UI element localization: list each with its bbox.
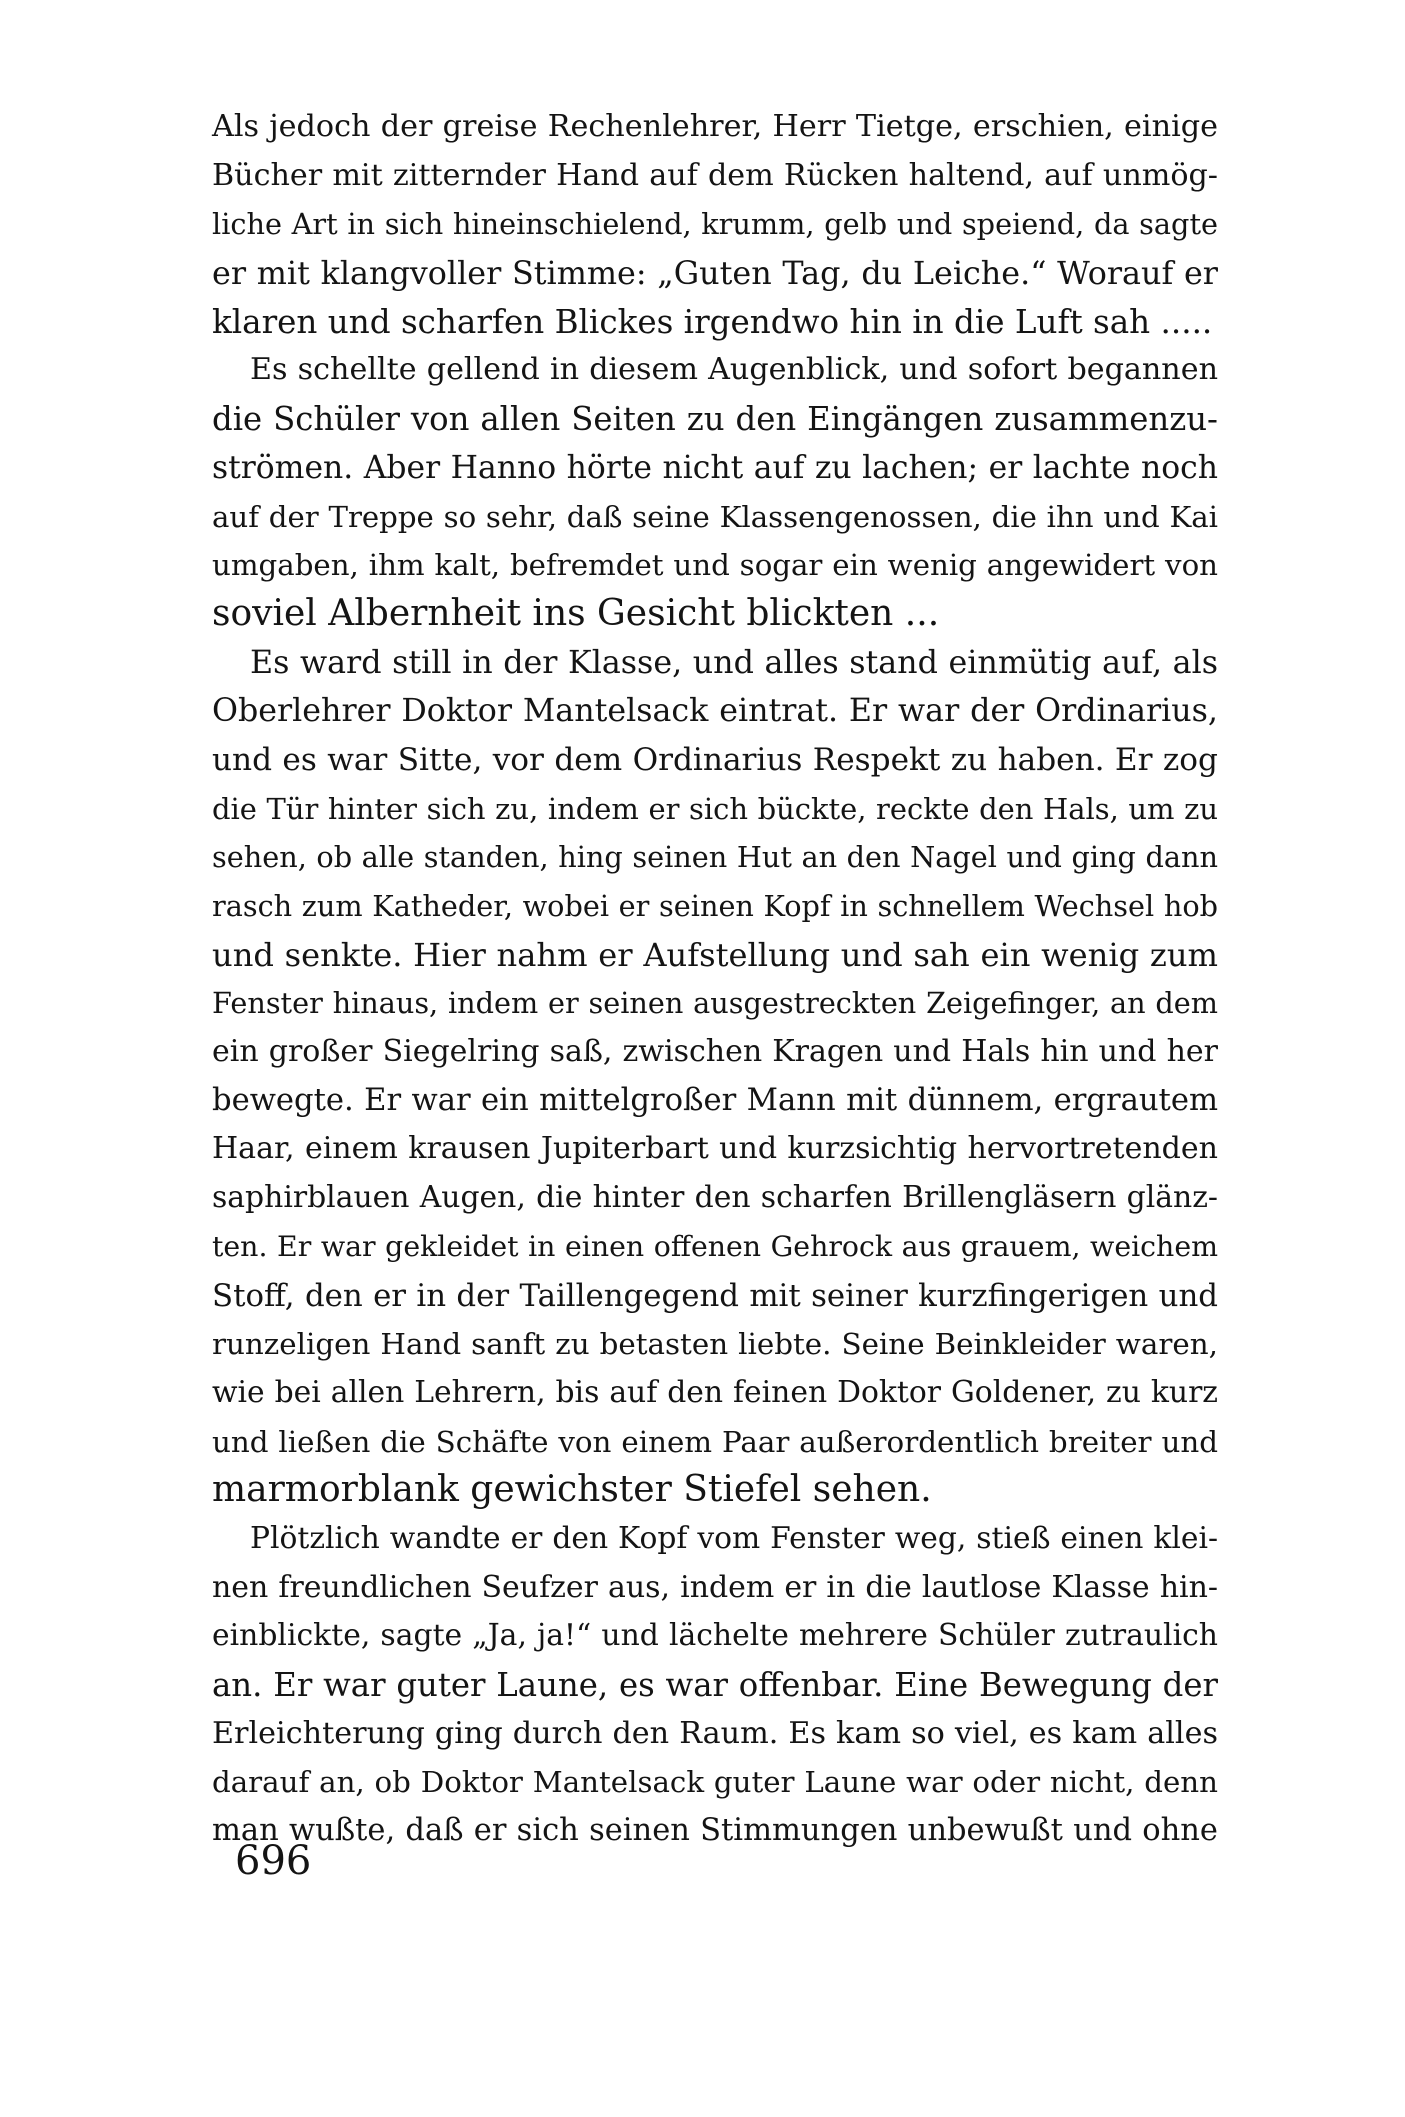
paragraph xyxy=(212,103,1218,346)
page-number: 696 xyxy=(235,1838,312,1884)
text-line: runzeligen Hand sanft zu betasten liebte. Seine Beinkleider waren, xyxy=(212,1327,1218,1362)
text-line: ten. Er war gekleidet in einen offenen Gehrock aus grauem, weichem xyxy=(212,1229,1218,1263)
text-line: sehen, ob alle standen, hing seinen Hut an den Nagel und ging dann xyxy=(212,840,1218,875)
text-line: saphirblauen Augen, die hinter den scharfen Brillengläsern glänz- xyxy=(212,1180,1218,1216)
text-line: wie bei allen Lehrern, bis auf den feinen Doktor Goldener, zu kurz xyxy=(212,1374,1218,1410)
text-line: marmorblank gewichster Stiefel sehen. xyxy=(212,1469,932,1511)
text-line: klaren und scharfen Blickes irgendwo hin in die Luft sah ..... xyxy=(212,302,1213,341)
text-line: auf der Treppe so sehr, daß seine Klassengenossen, die ihn und Kai xyxy=(212,499,1218,534)
paragraph xyxy=(212,1515,1218,1856)
text-line: Als jedoch der greise Rechenlehrer, Herr Tietge, erschien, einige xyxy=(212,109,1218,144)
text-line: nen freundlichen Seufzer aus, indem er in die lautlose Klasse hin- xyxy=(212,1569,1218,1605)
text-line: ein großer Siegelring saß, zwischen Kragen und Hals hin und her xyxy=(212,1034,1218,1070)
text-line: liche Art in sich hineinschielend, krumm, gelb und speiend, da sagte xyxy=(212,207,1218,242)
text-line: rasch zum Katheder, wobei er seinen Kopf in schnellem Wechsel hob xyxy=(212,889,1218,923)
paragraph xyxy=(212,346,1218,638)
text-line: Erleichterung ging durch den Raum. Es kam so viel, es kam alles xyxy=(212,1715,1218,1751)
text-line: Plötzlich wandte er den Kopf vom Fenster weg, stieß einen klei- xyxy=(250,1520,1218,1556)
text-line: darauf an, ob Doktor Mantelsack guter Laune war oder nicht, denn xyxy=(212,1765,1218,1800)
text-line: und senkte. Hier nahm er Aufstellung und sah ein wenig zum xyxy=(212,935,1218,974)
text-line: und ließen die Schäfte von einem Paar außerordentlich breiter und xyxy=(212,1424,1218,1459)
paragraph xyxy=(212,639,1218,1515)
body-text xyxy=(212,103,1218,1856)
text-line: soviel Albernheit ins Gesicht blickten ... xyxy=(212,592,940,634)
text-line: Stoff, den er in der Taillengegend mit seiner kurzfingerigen und xyxy=(212,1277,1218,1314)
text-line: bewegte. Er war ein mittelgroßer Mann mit dünnem, ergrautem xyxy=(212,1082,1218,1118)
text-line: Fenster hinaus, indem er seinen ausgestreckten Zeigefinger, an dem xyxy=(212,986,1218,1021)
text-line: und es war Sitte, vor dem Ordinarius Respekt zu haben. Er zog xyxy=(212,741,1218,778)
text-line: Es ward still in der Klasse, und alles stand einmütig auf, als xyxy=(250,644,1218,681)
text-line: Es schellte gellend in diesem Augenblick, und sofort begannen xyxy=(250,352,1218,388)
text-line: strömen. Aber Hanno hörte nicht auf zu lachen; er lachte noch xyxy=(212,449,1218,486)
text-line: umgaben, ihm kalt, befremdet und sogar ein wenig angewidert von xyxy=(212,548,1218,583)
text-line: er mit klangvoller Stimme: „Guten Tag, du Leiche.“ Worauf er xyxy=(212,254,1218,293)
text-line: Oberlehrer Doktor Mantelsack eintrat. Er war der Ordinarius, xyxy=(212,693,1218,730)
text-line: Haar, einem krausen Jupiterbart und kurzsichtig hervortretenden xyxy=(212,1131,1218,1167)
text-line: Bücher mit zitternder Hand auf dem Rücken haltend, auf unmög- xyxy=(212,157,1218,193)
text-line: einblickte, sagte „Ja, ja!“ und lächelte mehrere Schüler zutraulich xyxy=(212,1618,1218,1654)
text-line: die Tür hinter sich zu, indem er sich bückte, reckte den Hals, um zu xyxy=(212,791,1218,826)
text-line: an. Er war guter Laune, es war offenbar. Eine Bewegung der xyxy=(212,1666,1218,1704)
text-line: man wußte, daß er sich seinen Stimmungen unbewußt und ohne xyxy=(212,1813,1218,1849)
text-line: die Schüler von allen Seiten zu den Eingängen zusammenzu- xyxy=(212,400,1218,439)
